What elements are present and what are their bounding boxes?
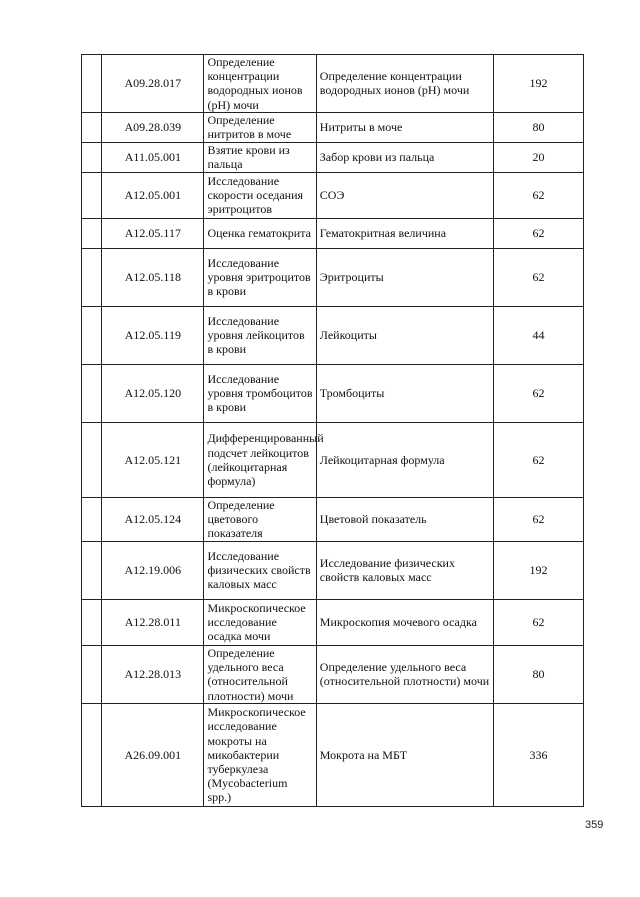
service-code: A09.28.017 <box>102 55 204 113</box>
service-code: A12.28.013 <box>102 645 204 703</box>
blank-cell <box>82 497 102 541</box>
blank-cell <box>82 248 102 306</box>
blank-cell <box>82 703 102 806</box>
service-name: Взятие крови из пальца <box>204 142 316 172</box>
service-price: 44 <box>493 306 583 364</box>
blank-cell <box>82 541 102 599</box>
service-price: 62 <box>493 248 583 306</box>
service-price: 62 <box>493 422 583 497</box>
service-price: 192 <box>493 55 583 113</box>
table-row <box>82 142 584 172</box>
service-name: Определение нитритов в моче <box>204 112 316 142</box>
service-price: 62 <box>493 497 583 541</box>
service-code: A12.05.119 <box>102 306 204 364</box>
service-price: 192 <box>493 541 583 599</box>
service-name: Определение удельного веса (относительной плотности) мочи <box>204 645 316 703</box>
indicator-name: Лейкоциты <box>316 306 493 364</box>
table-row <box>82 218 584 248</box>
table-row <box>82 645 584 703</box>
table-row <box>82 112 584 142</box>
service-price: 80 <box>493 112 583 142</box>
blank-cell <box>82 599 102 645</box>
service-price: 62 <box>493 364 583 422</box>
service-code: A12.05.124 <box>102 497 204 541</box>
indicator-name: Гематокритная величина <box>316 218 493 248</box>
indicator-name: Тромбоциты <box>316 364 493 422</box>
table-row <box>82 541 584 599</box>
indicator-name: СОЭ <box>316 172 493 218</box>
service-code: A12.05.121 <box>102 422 204 497</box>
blank-cell <box>82 55 102 113</box>
table-row <box>82 172 584 218</box>
indicator-name: Цветовой показатель <box>316 497 493 541</box>
service-code: A11.05.001 <box>102 142 204 172</box>
table-row <box>82 364 584 422</box>
table-row <box>82 306 584 364</box>
service-name: Оценка гематокрита <box>204 218 316 248</box>
indicator-name: Забор крови из пальца <box>316 142 493 172</box>
indicator-name: Определение концентрации водородных ионов (pH) мочи <box>316 55 493 113</box>
service-price: 80 <box>493 645 583 703</box>
blank-cell <box>82 422 102 497</box>
table-row <box>82 248 584 306</box>
table-row <box>82 497 584 541</box>
indicator-name: Эритроциты <box>316 248 493 306</box>
service-name: Исследование уровня эритроцитов в крови <box>204 248 316 306</box>
indicator-name: Исследование физических свойств каловых масс <box>316 541 493 599</box>
indicator-name: Нитриты в моче <box>316 112 493 142</box>
service-name: Дифференцированный подсчет лейкоцитов (лейкоцитарная формула) <box>204 422 316 497</box>
blank-cell <box>82 218 102 248</box>
blank-cell <box>82 172 102 218</box>
table-row <box>82 599 584 645</box>
service-price: 62 <box>493 218 583 248</box>
blank-cell <box>82 142 102 172</box>
blank-cell <box>82 645 102 703</box>
service-name: Микроскопическое исследование осадка мочи <box>204 599 316 645</box>
service-name: Исследование уровня тромбоцитов в крови <box>204 364 316 422</box>
service-code: A12.05.118 <box>102 248 204 306</box>
indicator-name: Микроскопия мочевого осадка <box>316 599 493 645</box>
indicator-name: Определение удельного веса (относительной плотности) мочи <box>316 645 493 703</box>
service-name: Определение цветового показателя <box>204 497 316 541</box>
indicator-name: Лейкоцитарная формула <box>316 422 493 497</box>
service-name: Микроскопическое исследование мокроты на микобактерии туберкулеза (Mycobacterium spp.) <box>204 703 316 806</box>
service-code: A26.09.001 <box>102 703 204 806</box>
blank-cell <box>82 112 102 142</box>
indicator-name: Мокрота на МБТ <box>316 703 493 806</box>
table-row <box>82 55 584 113</box>
service-code: A12.19.006 <box>102 541 204 599</box>
price-table <box>81 54 584 807</box>
service-price: 62 <box>493 172 583 218</box>
service-code: A12.05.117 <box>102 218 204 248</box>
table-row <box>82 422 584 497</box>
service-price: 20 <box>493 142 583 172</box>
blank-cell <box>82 306 102 364</box>
page-number: 359 <box>585 819 604 831</box>
service-name: Определение концентрации водородных ионов (pH) мочи <box>204 55 316 113</box>
service-code: A12.28.011 <box>102 599 204 645</box>
service-name: Исследование уровня лейкоцитов в крови <box>204 306 316 364</box>
blank-cell <box>82 364 102 422</box>
service-code: A12.05.120 <box>102 364 204 422</box>
service-name: Исследование скорости оседания эритроцитов <box>204 172 316 218</box>
service-name: Исследование физических свойств каловых масс <box>204 541 316 599</box>
service-code: A09.28.039 <box>102 112 204 142</box>
table-row <box>82 703 584 806</box>
service-code: A12.05.001 <box>102 172 204 218</box>
service-price: 336 <box>493 703 583 806</box>
service-price: 62 <box>493 599 583 645</box>
